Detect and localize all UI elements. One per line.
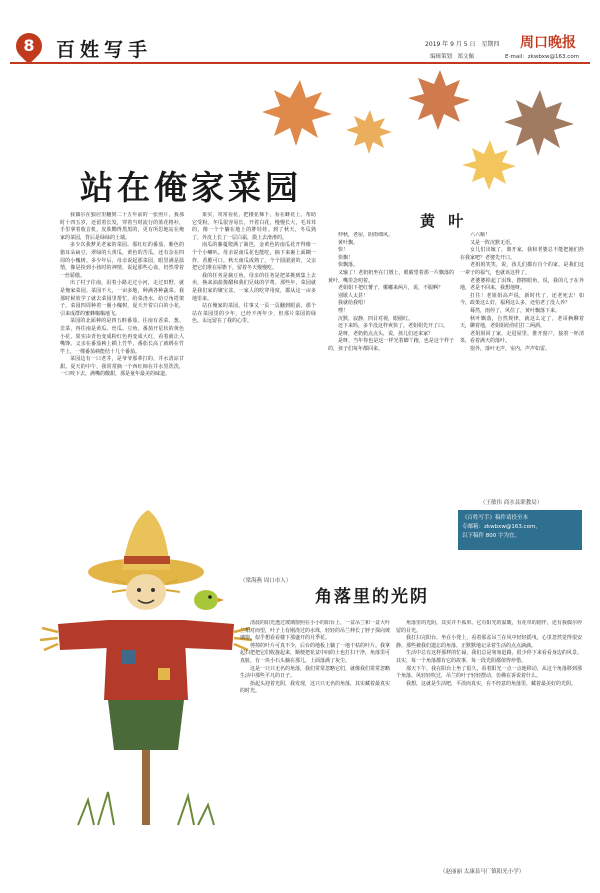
article2-paragraph: 又输了！老奶奶坐在门墩上，眼睛望着那一片飘落的黄叶，嘴里念叨着。	[328, 269, 454, 284]
masthead: 周口晚报	[520, 35, 576, 51]
article2-paragraph: 六六顺！	[470, 232, 491, 238]
article2-paragraph: 嘿！	[338, 307, 349, 314]
article2-paragraph: 老姐姐笑笑，说，孩儿们都有自个的家，是我们这一辈子的福气，也就该这样了。	[460, 262, 584, 276]
article3-paragraph: 剪掉的叶片可真不少，后台的地板上躺了一地干枯的叶片。我拿起扫把把它们收拢起来，顺便把花盆中间的土也打扫干净，角落里可真脏，有一块小石头躺在那儿，上面落满了灰尘。	[240, 642, 390, 664]
scarecrow-illustration	[38, 500, 258, 830]
article2-paragraph: 窗外，落叶无声，室内，声声如雷。	[470, 345, 551, 352]
maple-leaf-icon	[504, 90, 574, 156]
article3-paragraph: 抬起头迎着光阴，我发现，这只只无名的角落，其实藏着最真实的时光。	[240, 680, 390, 695]
notice-line: 专邮箱：zkwbxw@163.com，	[462, 524, 541, 530]
article1-byline: （梁海燕 周口市人）	[240, 578, 292, 584]
article2-title: 黄 叶	[420, 212, 468, 230]
article1-paragraph: 菜园边有一口老井，是爷爷那辈打的，井水清凉甘甜。夏天的中午，我常常摘一个西红柿在井水里洗洗，一口咬下去，满嘴的酸甜，那是童年最美的味道。	[60, 356, 184, 378]
article3-byline: （赵丽丽 太康县马厂镇阳光小学）	[440, 869, 525, 875]
article2-paragraph: 秋叶飘落，自然规律，就这么定了。老哥俩聊着天，聊着地，老姐姐给你们打二两酒。	[460, 315, 584, 330]
article2-col2	[460, 232, 584, 494]
article2-paragraph: 我就给我唱！	[338, 300, 369, 307]
article1-paragraph: 出了村子往南，沿着小路走过小河，走过田野，就是俺家菜园。菜园不大，一亩多地，种满各种蔬菜。我那时候放学了就去菜园里帮忙，给菜浇水，给豆角搭架子。菜园四周种着一圈小槐树，夏天开着白白的小花，引来成群的蜜蜂嗡嗡地飞。	[60, 280, 184, 317]
article3-paragraph: 生活中总有这样那样的忙碌，我们总是匆匆赶路，很少停下来看看身边的风景。其实，每一个角落都有它的故事，每一段光阴都值得珍惜。	[396, 650, 582, 664]
maple-leaf-icon	[346, 110, 392, 154]
article2-paragraph: 是呀，老奶奶点点头，说，孩儿们还来家？	[338, 330, 434, 337]
submission-notice	[458, 510, 582, 550]
article2-paragraph: 别歇人太甚！	[338, 292, 369, 299]
header-rule	[10, 62, 590, 64]
article3-paragraph: 那天下午，我在阳台上坐了很久，看着阳光一点一点地移动，从这个角落移到那个角落。风轻轻吹过，吊兰的叶子轻轻摆动，仿佛在诉说着什么。	[396, 665, 582, 680]
article3-paragraph: 我想，这就是生活吧，平淡而真实，在不经意的角落里，藏着最美好的光阴。	[406, 680, 577, 687]
article1-paragraph: 果实，常常看花，把楼花梯下，看在雌花上，帮助它受粉。冬瓜很容易长，开着白花，慢慢长大，毛茸茸的，像一个个躺在地上的胖娃娃。到了秋天，冬瓜熟了，外皮上长了一层白霜，摸上去滑滑的。	[192, 212, 316, 241]
article3-paragraph: 我打扫完阳台，坐在小凳上，看着那盆吊兰在风中轻轻摇曳，心里忽然觉得很安静。那些被我们遗忘的角落，正默默地记录着生活的点点滴滴。	[396, 635, 582, 649]
article2-paragraph: 又是一阵沉默无语。	[470, 239, 516, 246]
page-number: 8	[23, 36, 35, 55]
article3-paragraph: 角落里的光阴，其实并不孤单。它有阳光的温暖，有花草的陪伴，还有我偶尔停留的目光。	[396, 620, 582, 634]
article2-paragraph: 打住！老姐姐高声说，新时代了，还老死去！如今，政策这么好，福利这么多，还怕老了没人养？	[460, 292, 584, 307]
article2-paragraph: 快！	[338, 247, 349, 254]
editor-line: 编辑策划 郑文佩	[430, 54, 475, 60]
email-line: E-mail：zkwbxw@163.com	[505, 54, 580, 60]
notice-line: 以下稿件 800 字为宜。	[462, 533, 520, 539]
article2-paragraph: 是呀，当年你也是这一样光着脚丫跑，也是这个样子的，孩子们每年都回来。	[328, 338, 454, 352]
article2-paragraph: 老姐姐下把红薯子，哪嘟来两片，说，不服啊？	[338, 285, 444, 292]
article3-col1	[240, 620, 390, 862]
article2-paragraph: 快飘！	[338, 254, 354, 261]
article1-paragraph: 多少次我梦见老家的菜园。那红红的番茄，紫色的猪耳朵扁豆，翠绿的大黄瓜，黄色的苦瓜，还有杂在四周的小槐树。多少年后，母亲说起那菜园，眼里满是温情，像是捡到小孩时的神情，说起那些心血，仍然带着一丝骄傲。	[60, 242, 184, 279]
article2-paragraph: 女儿们出嫁了，离开家，我和老婆总不能把她们拴在我家吧？老婆先开口。	[460, 247, 584, 261]
article1-paragraph: 我的任务是摘豆角，母亲的任务是把菜挑到集上去卖，换来油盐酱醋和我们兄妹的学费。那些年，菜园就是我们家的聚宝盆，一家人的吃穿用度，都从这一亩多地里来。	[192, 272, 316, 302]
section-title: 百姓写手	[56, 39, 153, 61]
maple-leaf-icon	[462, 140, 516, 190]
article2-byline: （王敏伟 商水县职教局）	[480, 500, 543, 506]
article3-title: 角落里的光阴	[315, 587, 429, 607]
article2-paragraph: 老姐姐回了家，走进屋里，推开窗户，接着一杯清茶，看着满天的落叶。	[460, 330, 584, 345]
maple-leaf-icon	[408, 70, 470, 130]
article2-paragraph: 沉默，寂静，四目对视，眼圈红。	[338, 315, 414, 322]
article2-paragraph: 还下来吗，多半没这样爽快了。老姐姐先开了口。	[338, 323, 449, 330]
article1-paragraph: 南瓜的藤蔓爬满了篱笆，金黄色的南瓜花开得像一个个小喇叭。母亲说南瓜花也能吃，摘下来裹上面糊一炸，香脆可口。秋天南瓜成熟了，个个圆滚滚的，父亲把它们堆在屋檐下，留着冬天慢慢吃。	[192, 242, 316, 272]
article2-col1	[328, 232, 454, 550]
article3-col2	[396, 620, 582, 862]
article2-paragraph: 蓦然，雨停了，风住了，黄叶飘落下来。	[470, 307, 561, 314]
article2-paragraph: 快飘落。	[338, 262, 359, 269]
article3-paragraph: 这是一只只无名的角落，我们常常忽略它们，就像我们常常忽略生活中那些平凡的日子。	[240, 665, 390, 680]
maple-leaf-icon	[262, 80, 332, 146]
article3-paragraph: 清晨的阳光透过玻璃窗照在小小的阳台上，一盆吊兰和一盆大叶兰相对而望，叶子上有刚浇过的水珠，轻轻的吊兰伸长了脖子探向玻璃窗，似乎想看看楼下那盛开的月季花。	[240, 620, 390, 642]
article1-title: 站在俺家菜园	[80, 168, 302, 207]
notice-line: 《百姓写手》稿件请投至本	[462, 515, 529, 521]
article1-paragraph: 我偶尔在独居里翻到二十五年前的一张照片，我那时十四五岁，还留着长发，穿着当时流行的蓝花格衫，手里拿着收音机，皮肤黝得黑黑的，更有所思地站在俺家的菜园，背后是绿绿的土墙。	[60, 212, 184, 241]
article1-paragraph: 站在俺家的菜园，往事又一页一页翻到眼前。那个站在菜园里的少年，已经不再年少，但那片菜园的绿色，永远留在了我的心里。	[192, 303, 316, 325]
date-line: 2019 年 9 月 5 日 星期四	[425, 41, 500, 48]
article2-paragraph: 黄叶飘。	[338, 239, 359, 246]
article1-paragraph: 菜园的北面种的是四五畦番茄，往南有香菜、葱、韭菜，再往南是黄瓜、丝瓜、豆角。番茄开星状的黄色小花，果实由青色变成粉红色再变成大红，看着就让人嘴馋。父亲在番茄秧上插上竹竿，番茄长高了就绑在竹竿上，一棵番茄秧能结十几个番茄。	[60, 318, 184, 355]
article2-paragraph: 仲秋，老屋，阴雨细风。	[338, 232, 394, 238]
article2-paragraph: 老婆婆掉起了泪珠，擦擦眼角，说，我的儿子在外地，老是不回来，我想他呀。	[460, 277, 584, 292]
